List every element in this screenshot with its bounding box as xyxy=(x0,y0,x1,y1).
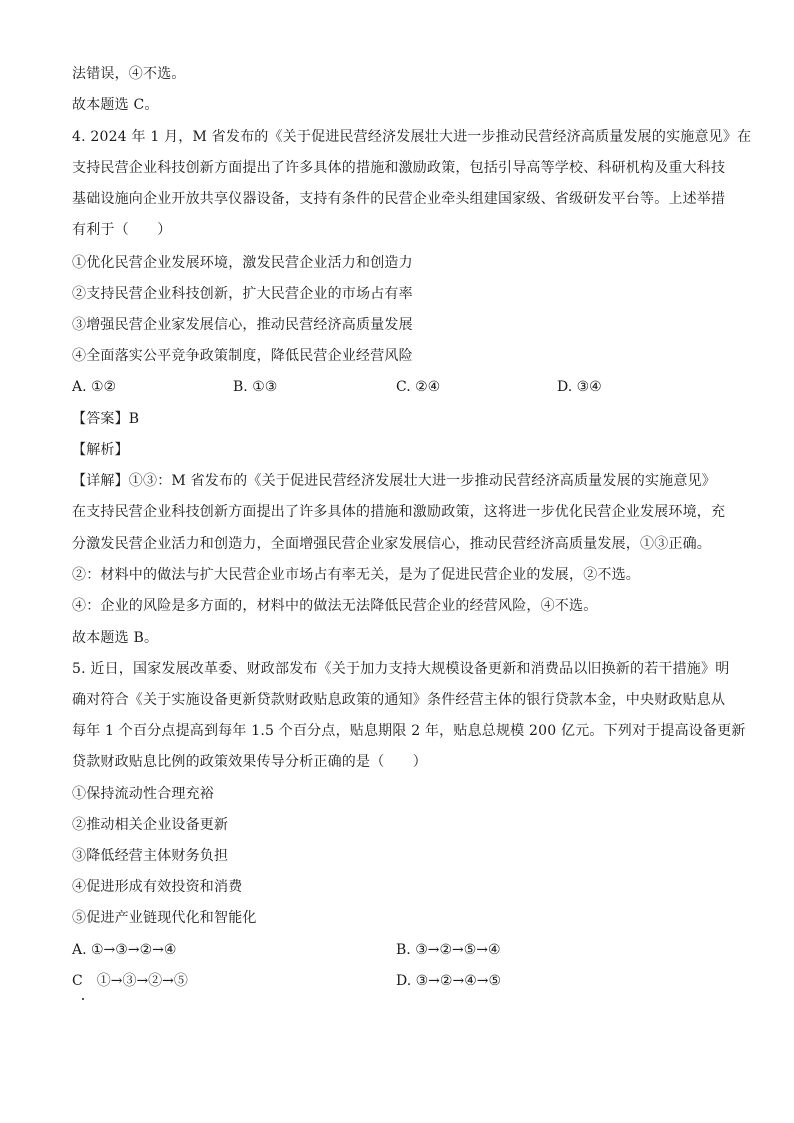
question-4-stem: 基础设施向企业开放共享仪器设备，支持有条件的民营企业牵头组建国家级、省级研发平台等。上述举措 xyxy=(72,191,726,207)
option-a: A. ①② xyxy=(72,379,117,395)
question-5-stem: 贷款财政贴息比例的政策效果传导分析正确的是（ ） xyxy=(72,754,427,770)
option-b: B. ③→②→⑤→④ xyxy=(396,942,501,958)
text-line: 法错误，④不选。 xyxy=(72,66,186,82)
option-c: C. ②④ xyxy=(396,379,441,395)
analysis-label: 【解析】 xyxy=(72,442,129,458)
option-d: D. ③→②→④→⑤ xyxy=(396,973,502,989)
detail-line: 分激发民营企业活力和创造力，全面增强民营企业家发展信心，推动民营经济高质量发展，①③正确。 xyxy=(72,536,711,552)
statement-3: ③降低经营主体财务负担 xyxy=(72,848,229,864)
answer-label: 【答案】B xyxy=(72,411,140,427)
detail-line: 【详解】①③：M 省发布的《关于促进民营经济发展壮大进一步推动民营经济高质量发展的实施意见》 xyxy=(72,473,716,489)
detail-line: ②：材料中的做法与扩大民营企业市场占有率无关，是为了促进民营企业的发展，②不选。 xyxy=(72,567,640,583)
option-a: A. ①→③→②→④ xyxy=(72,942,177,958)
statement-2: ②支持民营企业科技创新，扩大民营企业的市场占有率 xyxy=(72,286,413,302)
question-5-stem: 5. 近日，国家发展改革委、财政部发布《关于加力支持大规模设备更新和消费品以旧换新的若干措施》明 xyxy=(72,661,730,677)
question-4-stem: 支持民营企业科技创新方面提出了许多具体的措施和激励政策，包括引导高等学校、科研机构及重大科技 xyxy=(72,160,726,176)
detail-line: 在支持民营企业科技创新方面提出了许多具体的措施和激励政策，这将进一步优化民营企业发展环境，充 xyxy=(72,504,726,520)
statement-4: ④全面落实公平竞争政策制度，降低民营企业经营风险 xyxy=(72,348,413,364)
statement-3: ③增强民营企业家发展信心，推动民营经济高质量发展 xyxy=(72,317,413,333)
question-4-stem: 4. 2024 年 1 月，M 省发布的《关于促进民营经济发展壮大进一步推动民营经济高质量发展的实施意见》在 xyxy=(72,129,752,145)
question-5-stem: 确对符合《关于实施设备更新贷款财政贴息政策的通知》条件经营主体的银行贷款本金，中央财政贴息从 xyxy=(72,692,726,708)
question-5-stem: 每年 1 个百分点提高到每年 1.5 个百分点，贴息期限 2 年，贴息总规模 200 亿元。下列对于提高设备更新 xyxy=(72,723,746,739)
statement-2: ②推动相关企业设备更新 xyxy=(72,817,229,833)
question-4-stem: 有利于（ ） xyxy=(72,222,172,238)
statement-5: ⑤促进产业链现代化和智能化 xyxy=(72,910,257,926)
statement-1: ①优化民营企业发展环境，激发民营企业活力和创造力 xyxy=(72,255,413,271)
statement-1: ①保持流动性合理充裕 xyxy=(72,786,214,802)
option-c: C ①→③→②→⑤ xyxy=(72,973,188,989)
statement-4: ④促进形成有效投资和消费 xyxy=(72,879,243,895)
option-b: B. ①③ xyxy=(233,379,278,395)
stray-dot-mark xyxy=(82,998,84,1000)
text-line: 故本题选 C。 xyxy=(72,97,159,113)
detail-line: ④：企业的风险是多方面的，材料中的做法无法降低民营企业的经营风险，④不选。 xyxy=(72,598,598,614)
option-d: D. ③④ xyxy=(557,379,602,395)
detail-line: 故本题选 B。 xyxy=(72,630,159,646)
